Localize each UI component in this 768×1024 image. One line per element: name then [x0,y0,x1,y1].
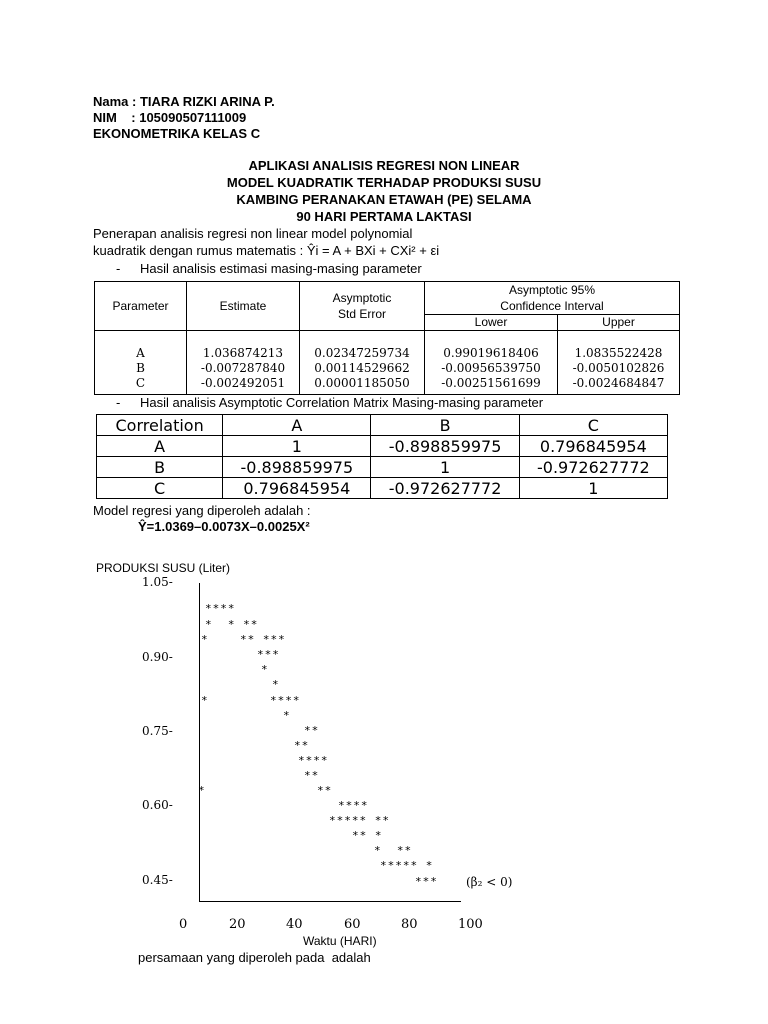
col-parameter: Parameter [112,299,169,313]
regression-formula: Ŷi = A + BXi + CXi² + εi [306,243,440,258]
table-cell: 0.796845954 [223,478,371,499]
data-point-row: * ** [374,844,413,857]
data-point-row: * * ** [205,618,259,631]
data-point-row: * [201,694,209,707]
y-tick: 0.90- [142,650,173,664]
data-point-row: **** [270,694,301,707]
intro-line-1: Penerapan analisis regresi non linear model polynomial [93,226,413,241]
data-point-row: ***** ** [329,814,390,827]
table-cell: -0.898859975 [223,457,371,478]
table-cell: 0.00001185050 [314,376,410,390]
bullet-1-text: Hasil analisis estimasi masing-masing parameter [139,261,422,276]
data-point-row: *** [257,648,280,661]
bullet-2-text: Hasil analisis Asymptotic Correlation Matrix Masing-masing parameter [139,395,544,410]
table-cell: -0.002492051 [200,376,286,390]
col-stderr-line-2: Std Error [337,307,386,321]
table-cell: 0.00114529662 [314,361,410,375]
student-nim: NIM : 105090507111009 [93,110,247,125]
corr-header: Correlation [97,415,223,436]
x-tick: 100 [458,917,483,932]
corr-header: B [371,415,519,436]
data-point-row: ** [304,769,320,782]
table-cell: 1 [371,457,519,478]
table-cell: A [136,346,145,360]
x-tick: 40 [286,917,303,932]
student-name: Nama : TIARA RIZKI ARINA P. [93,94,275,109]
model-label: Model regresi yang diperoleh adalah : [93,503,311,518]
data-point-row: * [283,709,291,722]
table-cell: -0.0024684847 [572,376,665,390]
table-cell: -0.00251561699 [441,376,541,390]
data-point-row: * [261,663,269,676]
corr-header: A [223,415,371,436]
table-cell: 1 [223,436,371,457]
table-cell: A [97,436,223,457]
y-tick: 0.75- [142,724,173,738]
plot-xlabel: Waktu (HARI) [303,934,377,948]
y-tick: 0.60- [142,798,173,812]
table-cell: B [136,361,145,375]
y-tick: 0.45- [142,873,173,887]
bullet-mark: - [116,395,121,410]
data-point-row: **** [298,754,329,767]
data-point-row: * [198,784,206,797]
title-line-2: MODEL KUADRATIK TERHADAP PRODUKSI SUSU [226,175,542,190]
title-line-4: 90 HARI PERTAMA LAKTASI [296,209,472,224]
data-point-row: * [272,678,280,691]
table-cell: C [135,376,146,390]
table-cell: -0.972627772 [519,457,667,478]
table-cell: 0.99019618406 [443,346,539,360]
intro-line-2-prefix: kuadratik dengan rumus matematis : [93,243,307,258]
plot-annotation: (β₂ < 0) [466,875,513,889]
data-point-row: ** * [352,829,383,842]
col-upper: Upper [602,315,635,329]
correlation-table [96,414,668,499]
table-cell: 1.0835522428 [574,346,663,360]
bullet-2 [116,395,543,411]
model-equation: Ŷ=1.0369–0.0073X–0.0025X² [138,519,310,534]
table-cell: C [97,478,223,499]
table-cell: 1.036874213 [202,346,284,360]
intro-line-2 [93,243,439,259]
bullet-mark: - [116,261,121,276]
table-cell: -0.007287840 [200,361,286,375]
data-point-row: * [201,633,209,646]
table-cell: B [97,457,223,478]
data-point-row: ***** * [380,859,434,872]
y-tick: 1.05- [142,575,173,589]
data-point-row: ** *** [240,633,286,646]
col-stderr-line-1: Asymptotic [332,291,392,305]
title-line-1: APLIKASI ANALISIS REGRESI NON LINEAR [248,158,520,173]
table-cell: 0.02347259734 [314,346,410,360]
data-point-row: *** [415,875,438,888]
table-cell: 0.796845954 [519,436,667,457]
title-line-3: KAMBING PERANAKAN ETAWAH (PE) SELAMA [236,192,532,207]
corr-header: C [519,415,667,436]
col-estimate: Estimate [219,299,267,313]
table-cell: -0.00956539750 [441,361,541,375]
x-axis [199,901,461,902]
col-lower: Lower [474,315,508,329]
x-tick: 0 [179,917,188,932]
data-point-row: **** [205,602,236,615]
table-cell: -0.898859975 [371,436,519,457]
data-point-row: ** [304,724,320,737]
table-cell: -0.0050102826 [572,361,665,375]
col-ci-line-1: Asymptotic 95% [508,283,596,297]
x-tick: 20 [229,917,246,932]
class-name: EKONOMETRIKA KELAS C [93,126,261,141]
table-cell: -0.972627772 [371,478,519,499]
footer-text: persamaan yang diperoleh pada adalah [138,950,371,965]
data-point-row: ** [294,739,310,752]
col-ci-line-2: Confidence Interval [500,299,604,313]
estimates-table [94,281,680,395]
x-tick: 80 [401,917,418,932]
table-cell: 1 [519,478,667,499]
bullet-1 [116,261,422,277]
data-point-row: **** [338,799,369,812]
plot-ylabel: PRODUKSI SUSU (Liter) [96,561,231,575]
data-point-row: ** [317,784,333,797]
y-axis [199,583,200,902]
x-tick: 60 [344,917,361,932]
